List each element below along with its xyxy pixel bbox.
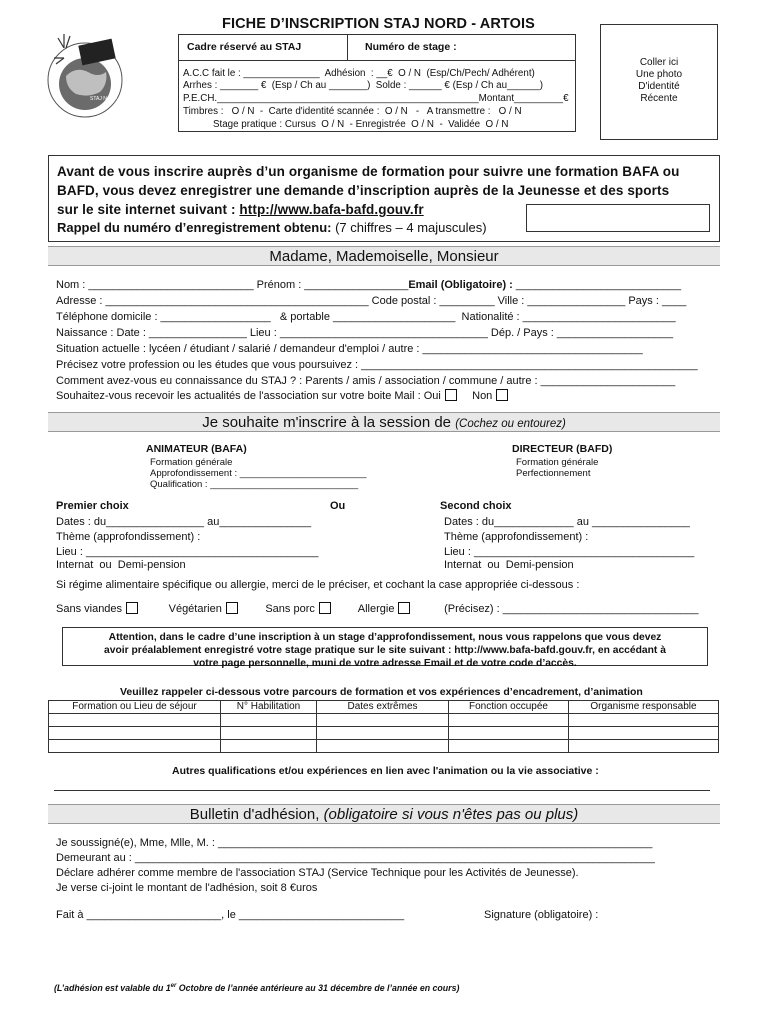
staff-line: Timbres : O / N - Carte d'identité scannée : O / N - A transmettre : O / N: [183, 106, 522, 117]
other-qualifications-line[interactable]: [54, 790, 710, 791]
column-header: N° Habilitation: [221, 701, 317, 714]
cadre-label: Cadre réservé au STAJ: [187, 41, 302, 53]
bafa-option[interactable]: Approfondissement : ________________________: [150, 468, 367, 479]
bafa-heading[interactable]: ANIMATEUR (BAFA): [146, 443, 247, 455]
bafa-link[interactable]: http://www.bafa-bafd.gouv.fr: [239, 202, 424, 217]
table-row: [49, 740, 719, 753]
parcours-table: [48, 700, 719, 753]
fee-text: Je verse ci-joint le montant de l'adhésion, soit 8 €uros: [56, 882, 318, 894]
column-header: Dates extrêmes: [317, 701, 449, 714]
second-dates[interactable]: Dates : du_____________ au ________________: [444, 516, 690, 528]
column-header: Organisme responsable: [569, 701, 719, 714]
diet-options: Sans viandes Végétarien Sans porc Allergie (Précisez) : ________________________________: [56, 603, 699, 615]
membership-banner: Bulletin d'adhésion, (obligatoire si vous n'êtes pas ou plus): [48, 804, 720, 824]
svg-text:STAJ Nord - Artois: STAJ Nord - Artois: [90, 96, 132, 102]
vegetarian-checkbox[interactable]: [226, 602, 238, 614]
staff-line: Arrhes : _______ € (Esp / Ch au _______) Solde : ______ € (Esp / Ch au______): [183, 80, 544, 91]
staff-line: A.C.C fait le : ______________ Adhésion : __€ O / N (Esp/Ch/Pech/ Adhérent): [183, 68, 535, 79]
no-pork-checkbox[interactable]: [319, 602, 331, 614]
bafd-heading[interactable]: DIRECTEUR (BAFD): [512, 443, 613, 455]
first-dates[interactable]: Dates : du________________ au_______________: [56, 516, 312, 528]
name-row[interactable]: Nom : ___________________________ Prénom : _________________Email (Obligatoire) : ___________________________: [56, 279, 682, 291]
profession-row[interactable]: Précisez votre profession ou les études que vous poursuivez : _______________________________________________________: [56, 359, 698, 371]
first-boarding[interactable]: Internat ou Demi-pension: [56, 559, 186, 571]
staff-line: P.E.CH.________________________________________________Montant_________€: [183, 93, 569, 104]
other-qualifications-label: Autres qualifications et/ou expériences en lien avec l'animation ou la vie associative :: [172, 765, 599, 777]
allergy-checkbox[interactable]: [398, 602, 410, 614]
identity-banner: Madame, Mademoiselle, Monsieur: [48, 246, 720, 266]
newsletter-row: Souhaitez-vous recevoir les actualités de l'association sur votre boite Mail : Oui Non: [56, 389, 508, 403]
staff-reserved-box: [178, 34, 576, 132]
registration-number-input[interactable]: [526, 204, 710, 232]
second-place[interactable]: Lieu : ____________________________________: [444, 546, 695, 558]
form-title: FICHE D’INSCRIPTION STAJ NORD - ARTOIS: [222, 16, 535, 32]
first-choice-label: Premier choix: [56, 500, 129, 512]
birth-row[interactable]: Naissance : Date : ________________ Lieu : __________________________________ Dép. / Pays : ___________________: [56, 327, 674, 339]
bafa-option[interactable]: Qualification : ____________________________: [150, 479, 359, 490]
first-theme[interactable]: Thème (approfondissement) :: [56, 531, 201, 543]
bafa-option[interactable]: Formation générale: [150, 457, 233, 468]
first-place[interactable]: Lieu : ______________________________________: [56, 546, 319, 558]
second-theme[interactable]: Thème (approfondissement) :: [444, 531, 589, 543]
diet-question: Si régime alimentaire spécifique ou allergie, merci de le préciser, et cochant la case appropriée ci-dessous :: [56, 579, 580, 591]
table-row: [49, 714, 719, 727]
staj-logo: [44, 24, 132, 126]
bafd-option[interactable]: Formation générale: [516, 457, 599, 468]
no-meat-checkbox[interactable]: [126, 602, 138, 614]
place-date-row[interactable]: Fait à ______________________, le ___________________________: [56, 909, 405, 921]
newsletter-yes-checkbox[interactable]: [445, 389, 457, 401]
attention-notice: Attention, dans le cadre d’une inscription à un stage d’approfondissement, nous vous rappelons que vous devez avoir préalablement enregistré votre stage pratique sur le site suivant : http://www.bafa-bafd.gouv.fr, en accédant à votre page personnelle, muni de votre adresse Email et de votre code d’accès.: [62, 627, 708, 666]
newsletter-no-checkbox[interactable]: [496, 389, 508, 401]
signature-label[interactable]: Signature (obligatoire) :: [484, 909, 599, 921]
column-header: Fonction occupée: [449, 701, 569, 714]
phone-row[interactable]: Téléphone domicile : __________________ & portable ____________________ Nationalité : _________________________: [56, 311, 676, 323]
address-row[interactable]: Adresse : ___________________________________________ Code postal : _________ Ville : ________________ Pays : ____: [56, 295, 687, 307]
registration-notice: Avant de vous inscrire auprès d’un organisme de formation pour suivre une formation BAFA ou BAFD, vous devez enregistrer une demande d’inscription auprès de la Jeunesse et des sports sur le site internet suivant : http://www.bafa-bafd.gouv.fr Rappel du numéro d’enregistrement obtenu: (7 chiffres – 4 majuscules): [48, 155, 720, 242]
second-boarding[interactable]: Internat ou Demi-pension: [444, 559, 574, 571]
column-header: Formation ou Lieu de séjour: [49, 701, 221, 714]
stage-number-label[interactable]: Numéro de stage :: [365, 41, 457, 53]
staff-line: Stage pratique : Cursus O / N - Enregistrée O / N - Validée O / N: [183, 119, 509, 130]
residence-row[interactable]: Demeurant au : _____________________________________________________________________________________: [56, 852, 655, 864]
photo-box[interactable]: Coller ici Une photo D'identité Récente: [600, 24, 718, 140]
bafa-link[interactable]: http://www.bafa-bafd.gouv.fr: [454, 645, 593, 656]
second-choice-label: Second choix: [440, 500, 512, 512]
session-banner: Je souhaite m'inscrire à la session de (Cochez ou entourez): [48, 412, 720, 432]
signatory-row[interactable]: Je soussigné(e), Mme, Mlle, M. : _______________________________________________________________________: [56, 837, 653, 849]
source-row[interactable]: Comment avez-vous eu connaissance du STAJ ? : Parents / amis / association / commune / autre : ______________________: [56, 375, 676, 387]
bafd-option[interactable]: Perfectionnement: [516, 468, 591, 479]
parcours-title: Veuillez rappeler ci-dessous votre parcours de formation et vos expériences d’encadrement, d’animation: [120, 686, 643, 698]
or-label: Ou: [330, 500, 346, 512]
validity-footnote: (L’adhésion est valable du 1er Octobre de l’année antérieure au 31 décembre de l’année en cours): [54, 983, 460, 993]
table-row: [49, 727, 719, 740]
declaration-text: Déclare adhérer comme membre de l'association STAJ (Service Technique pour les Activités de Jeunesse).: [56, 867, 579, 879]
situation-row[interactable]: Situation actuelle : lycéen / étudiant / salarié / demandeur d'emploi / autre : ____________________________________: [56, 343, 643, 355]
